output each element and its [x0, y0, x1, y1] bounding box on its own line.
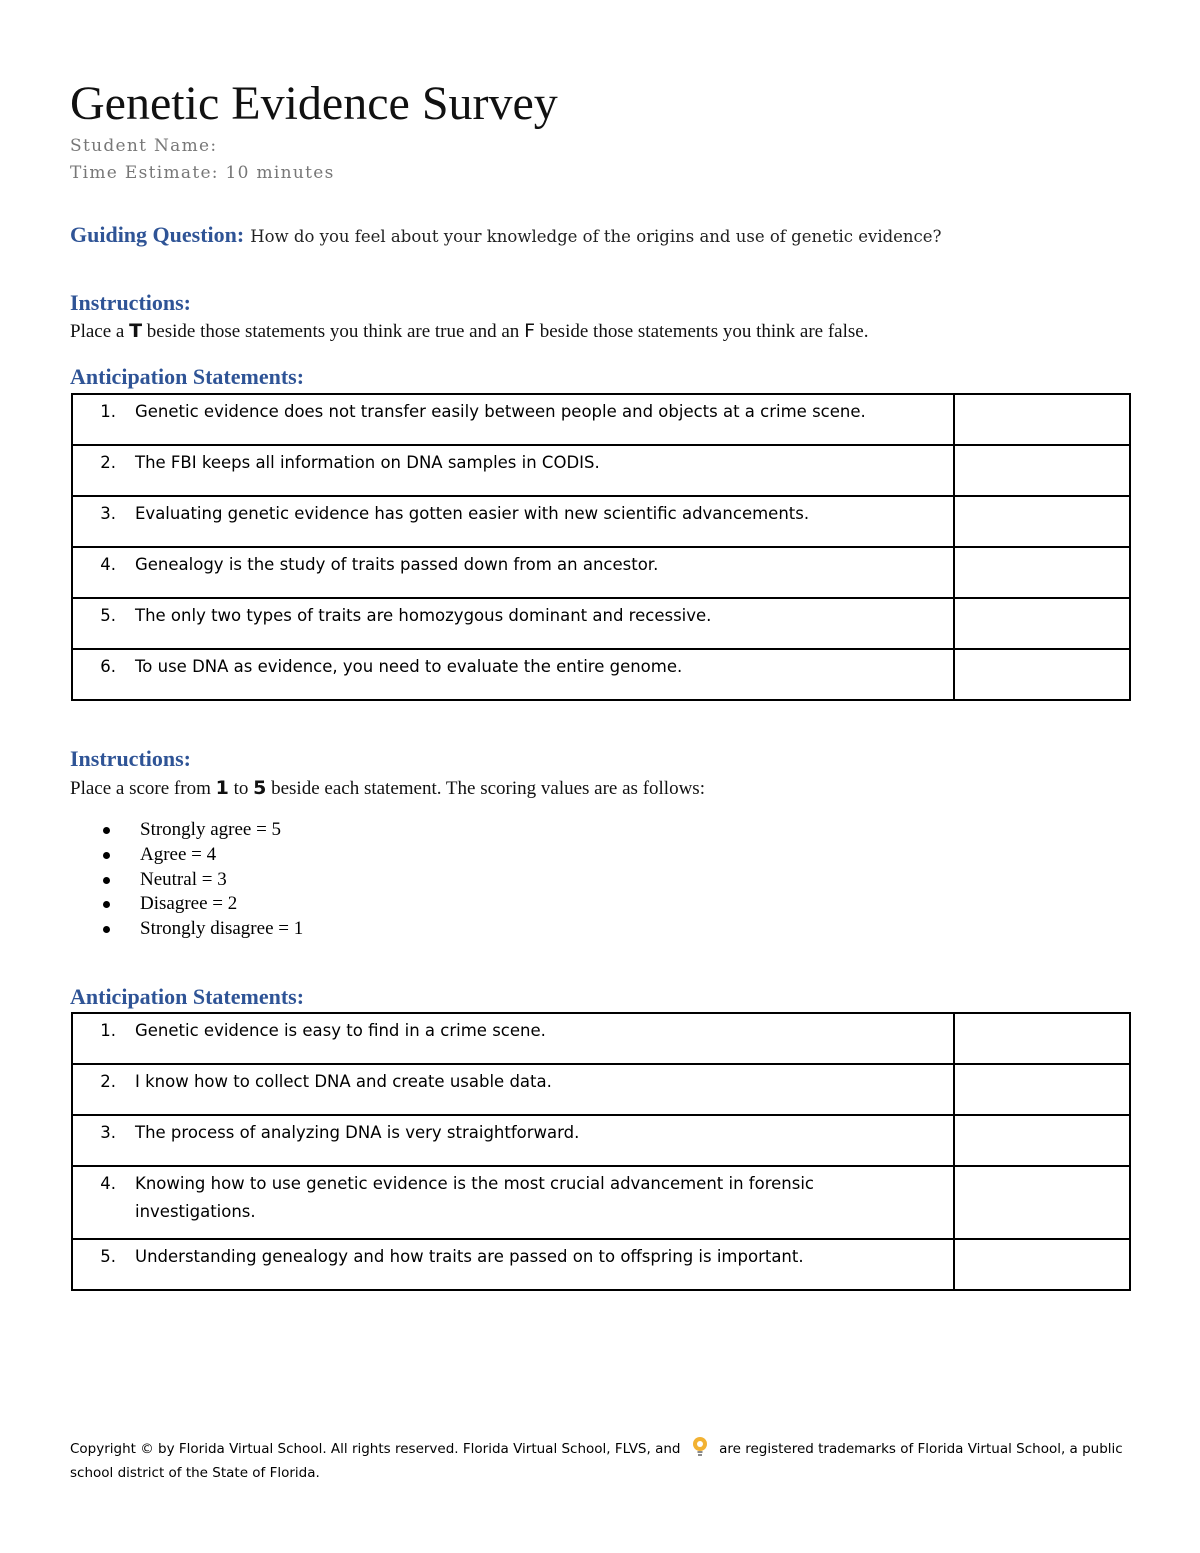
statements-heading-1: Anticipation Statements:	[70, 364, 305, 389]
flvs-lightbulb-icon	[689, 1436, 711, 1458]
copyright-footer	[70, 1436, 1130, 1485]
statement-number: 4.	[100, 555, 116, 574]
answer-cell[interactable]	[954, 1239, 1130, 1290]
statement-text: Genetic evidence does not transfer easily between people and objects at a crime scene.	[135, 402, 866, 421]
answer-cell[interactable]	[954, 649, 1130, 700]
statement-text: Evaluating genetic evidence has gotten easier with new scientific advancements.	[135, 504, 810, 523]
scale-item: Strongly disagree = 1	[100, 917, 303, 942]
statement-cell	[72, 394, 954, 445]
statement-cell	[72, 445, 954, 496]
statement-number: 5.	[100, 606, 116, 625]
guiding-question-label: Guiding Question:	[70, 222, 245, 247]
instructions-heading-2: Instructions:	[70, 746, 192, 771]
statements-heading-2: Anticipation Statements:	[70, 984, 305, 1009]
answer-cell[interactable]	[954, 1064, 1130, 1115]
scale-item: Neutral = 3	[100, 868, 303, 893]
table-row	[72, 445, 1130, 496]
statement-cell	[72, 496, 954, 547]
statement-cell	[72, 1064, 954, 1115]
table-row	[72, 598, 1130, 649]
scale-item: Disagree = 2	[100, 892, 303, 917]
scale-item: Agree = 4	[100, 843, 303, 868]
instructions-heading-1: Instructions:	[70, 290, 192, 315]
statement-text: The FBI keeps all information on DNA samples in CODIS.	[135, 453, 600, 472]
statement-cell	[72, 649, 954, 700]
statement-text: The process of analyzing DNA is very straightforward.	[135, 1123, 580, 1142]
statement-number: 3.	[100, 1123, 116, 1142]
scale-item: Strongly agree = 5	[100, 818, 303, 843]
anticipation-table-1	[71, 393, 1131, 701]
footer-text-start: Copyright © by Florida Virtual School. All rights reserved. Florida Virtual School, FLVS, and	[70, 1441, 685, 1457]
statement-number: 6.	[100, 657, 116, 676]
statement-text: The only two types of traits are homozygous dominant and recessive.	[135, 606, 712, 625]
answer-cell[interactable]	[954, 1115, 1130, 1166]
anticipation-table-2	[71, 1012, 1131, 1291]
table-row	[72, 1115, 1130, 1166]
statement-cell	[72, 1166, 954, 1239]
statement-cell	[72, 1115, 954, 1166]
table-row	[72, 649, 1130, 700]
statement-cell	[72, 598, 954, 649]
statement-text: Knowing how to use genetic evidence is the most crucial advancement in forensic investigations.	[135, 1174, 814, 1221]
statement-number: 3.	[100, 504, 116, 523]
table-row	[72, 1166, 1130, 1239]
guiding-question-text: How do you feel about your knowledge of the origins and use of genetic evidence?	[250, 227, 942, 246]
false-letter: F	[524, 320, 535, 342]
statement-text: Understanding genealogy and how traits are passed on to offspring is important.	[135, 1247, 804, 1266]
score-max: 5	[253, 777, 267, 799]
footer-text-end: are registered trademarks of Florida Virtual School, a public school district of the State of Florida.	[70, 1441, 1123, 1481]
statement-text: I know how to collect DNA and create usable data.	[135, 1072, 552, 1091]
answer-cell[interactable]	[954, 1013, 1130, 1064]
statement-text: Genetic evidence is easy to find in a crime scene.	[135, 1021, 546, 1040]
answer-cell[interactable]	[954, 496, 1130, 547]
page-title: Genetic Evidence Survey	[70, 77, 558, 130]
table-row	[72, 1013, 1130, 1064]
instructions-text-2: Place a score from 1 to 5 beside each statement. The scoring values are as follows:	[70, 777, 705, 799]
score-min: 1	[215, 777, 229, 799]
student-name-label: Student Name:	[70, 136, 218, 156]
table-row	[72, 1239, 1130, 1290]
statement-number: 1.	[100, 402, 116, 421]
answer-cell[interactable]	[954, 445, 1130, 496]
table-row	[72, 496, 1130, 547]
table-row	[72, 394, 1130, 445]
statement-number: 4.	[100, 1174, 116, 1193]
statement-number: 1.	[100, 1021, 116, 1040]
time-estimate: Time Estimate: 10 minutes	[70, 163, 335, 183]
statement-number: 2.	[100, 1072, 116, 1091]
statement-cell	[72, 1013, 954, 1064]
statement-number: 2.	[100, 453, 116, 472]
statement-cell	[72, 1239, 954, 1290]
statement-number: 5.	[100, 1247, 116, 1266]
answer-cell[interactable]	[954, 547, 1130, 598]
true-letter: T	[129, 320, 143, 342]
guiding-question	[70, 222, 941, 248]
table-row	[72, 1064, 1130, 1115]
statement-text: Genealogy is the study of traits passed down from an ancestor.	[135, 555, 659, 574]
table-row	[72, 547, 1130, 598]
instructions-text-1: Place a T beside those statements you think are true and an F beside those statements you think are false.	[70, 320, 869, 342]
answer-cell[interactable]	[954, 1166, 1130, 1239]
statement-cell	[72, 547, 954, 598]
answer-cell[interactable]	[954, 394, 1130, 445]
scoring-scale-list	[100, 818, 303, 942]
answer-cell[interactable]	[954, 598, 1130, 649]
statement-text: To use DNA as evidence, you need to evaluate the entire genome.	[135, 657, 683, 676]
